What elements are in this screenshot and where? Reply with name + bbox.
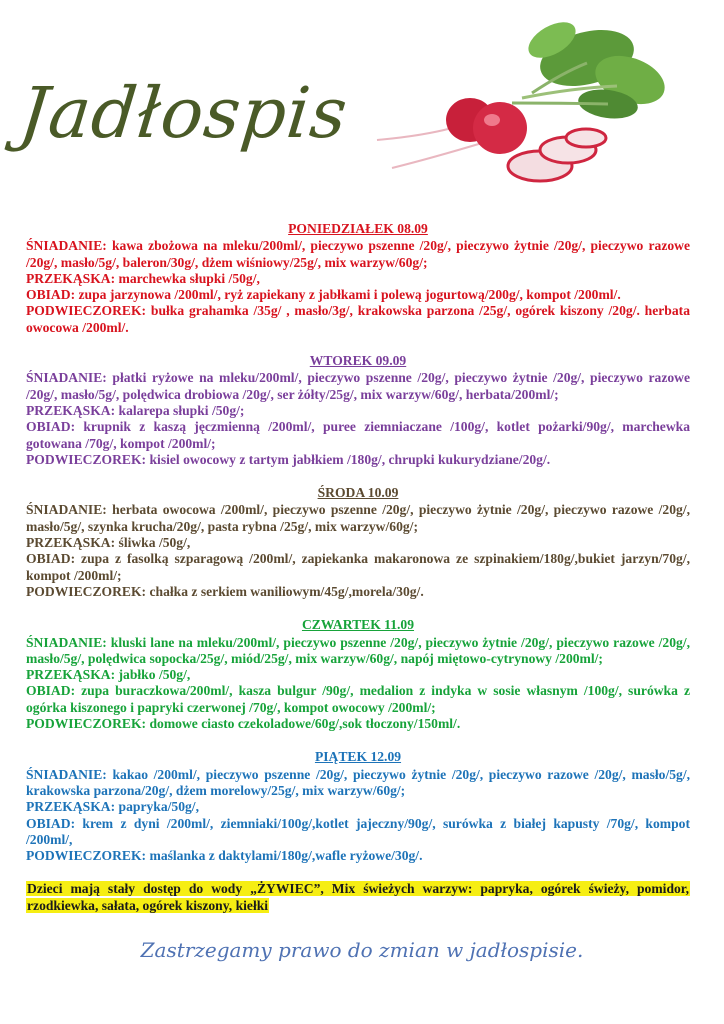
meal-snack: [26, 403, 690, 419]
meal-label: ŚNIADANIE:: [26, 502, 107, 518]
meal-text: kalarepa słupki /50g/;: [115, 402, 245, 418]
meal-breakfast: [26, 238, 690, 271]
meal-label: PRZEKĄSKA:: [26, 270, 116, 286]
water-note: Dzieci mają stały dostęp do wody „ŻYWIEC”, Mix świeżych warzyw: papryka, ogórek świeży, pomidor, rzodkiewka, sałata, ogórek kiszony, kiełki: [27, 881, 689, 913]
day-title: PONIEDZIAŁEK 08.09: [288, 221, 428, 236]
day-wednesday: [26, 485, 690, 600]
meal-afternoon: [26, 584, 690, 600]
meal-afternoon: [26, 716, 690, 732]
meal-lunch: [26, 816, 690, 849]
meal-text: domowe ciasto czekoladowe/60g/,sok tłoczony/150ml/.: [146, 716, 461, 732]
meal-label: PODWIECZOREK:: [26, 303, 147, 319]
day-title: CZWARTEK 11.09: [301, 617, 415, 633]
day-title: ŚRODA 10.09: [317, 485, 399, 501]
meal-snack: [26, 667, 690, 683]
meal-label: OBIAD:: [26, 551, 76, 567]
meal-lunch: [26, 419, 690, 452]
meal-label: ŚNIADANIE:: [26, 238, 107, 254]
meal-label: OBIAD:: [26, 287, 76, 303]
meal-text: kakao /200ml/, pieczywo pszenne /20g/, pieczywo żytnie /20g/, pieczywo razowe /20g/, masło/5g/, krakowska parzona/20g/, dżem morelowy/25g/, mix warzyw/60g/;: [26, 766, 690, 798]
meal-text: papryka/50g/,: [115, 799, 199, 815]
page-title: Jadłospis: [15, 72, 352, 154]
meal-label: PRZEKĄSKA:: [26, 667, 116, 683]
meal-label: OBIAD:: [26, 815, 76, 831]
day-monday: [26, 221, 690, 336]
meal-text: kisiel owocowy z tartym jabłkiem /180g/, chrupki kukurydziane/20g/.: [146, 451, 551, 467]
meal-lunch: [26, 551, 690, 584]
radish-image: [372, 18, 672, 188]
water-note-block: [26, 881, 690, 914]
meal-text: śliwka /50g/,: [115, 535, 191, 551]
meal-text: zupa jarzynowa /200ml/, ryż zapiekany z jabłkami i polewą jogurtową/200g/, kompot /200ml/.: [75, 287, 621, 303]
meal-label: PODWIECZOREK:: [26, 716, 147, 732]
meal-text: krem z dyni /200ml/, ziemniaki/100g/,kotlet jajeczny/90g/, surówka z białej kapusty /70g/, kompot /200ml/,: [26, 815, 690, 847]
meal-label: ŚNIADANIE:: [26, 766, 107, 782]
header: [0, 0, 724, 210]
meal-label: PODWIECZOREK:: [26, 583, 147, 599]
day-friday: [26, 749, 690, 864]
meal-snack: [26, 799, 690, 815]
meal-afternoon: [26, 848, 690, 864]
meal-label: OBIAD:: [26, 419, 76, 435]
meal-snack: [26, 535, 690, 551]
meal-label: PRZEKĄSKA:: [26, 799, 116, 815]
meal-text: płatki ryżowe na mleku/200ml/, pieczywo pszenne /20g/, pieczywo żytnie /20g/, pieczywo razowe /20g/, masło/5g/, polędwica drobiowa /20g/, ser żółty/25g/, mix warzyw/60g/, herbata/200ml/;: [26, 370, 690, 402]
meal-text: kawa zbożowa na mleku/200ml/, pieczywo pszenne /20g/, pieczywo żytnie /20g/, pieczywo razowe /20g/, masło/5g/, baleron/30g/, dżem wiśniowy/25g/, mix warzyw/60g/;: [26, 238, 690, 270]
meal-breakfast: [26, 502, 690, 535]
meal-text: krupnik z kaszą jęczmienną /200ml/, puree ziemniaczane /100g/, kotlet pożarki/90g/, marchewka gotowana /70g/, kompot /200ml/;: [26, 419, 690, 451]
meal-text: chałka z serkiem waniliowym/45g/,morela/30g/.: [146, 583, 424, 599]
meal-text: kluski lane na mleku/200ml/, pieczywo pszenne /20g/, pieczywo żytnie /20g/, pieczywo razowe /20g/, masło/5g/, polędwica sopocka/25g/, miód/25g/, mix warzyw/60g/, napój miętowo-cytrynowy /200ml/;: [26, 634, 690, 666]
meal-label: OBIAD:: [26, 683, 76, 699]
meal-label: ŚNIADANIE:: [26, 634, 107, 650]
meal-text: herbata owocowa /200ml/, pieczywo pszenne /20g/, pieczywo żytnie /20g/, pieczywo razowe /20g/, masło/5g/, szynka krucha/20g/, pasta rybna /25g/, mix warzyw/60g/;: [26, 502, 690, 534]
meal-breakfast: [26, 635, 690, 668]
day-tuesday: [26, 353, 690, 468]
meal-text: zupa z fasolką szparagową /200ml/, zapiekanka makaronowa ze szpinakiem/180g/,bukiet jarzyn/70g/, kompot /200ml/;: [26, 551, 690, 583]
meal-label: ŚNIADANIE:: [26, 370, 107, 386]
meal-label: PODWIECZOREK:: [26, 848, 147, 864]
meal-breakfast: [26, 370, 690, 403]
meal-snack: [26, 271, 690, 287]
day-title: WTOREK 09.09: [309, 353, 407, 369]
meal-breakfast: [26, 767, 690, 800]
meal-afternoon: [26, 303, 690, 336]
footer-disclaimer: Zastrzegamy prawo do zmian w jadłospisie.: [140, 938, 584, 962]
meal-label: PRZEKĄSKA:: [26, 402, 116, 418]
meal-lunch: [26, 287, 690, 303]
meal-text: maślanka z daktylami/180g/,wafle ryżowe/30g/.: [146, 848, 423, 864]
meal-lunch: [26, 683, 690, 716]
meal-text: jabłko /50g/,: [115, 667, 191, 683]
meal-text: bułka grahamka /35g/ , masło/3g/, krakowska parzona /25g/, ogórek kiszony /20g/. herbata owocowa /200ml/.: [26, 303, 690, 335]
meal-text: marchewka słupki /50g/,: [115, 270, 260, 286]
meal-label: PODWIECZOREK:: [26, 451, 147, 467]
meal-label: PRZEKĄSKA:: [26, 535, 116, 551]
menu-content: [26, 221, 690, 914]
meal-afternoon: [26, 452, 690, 468]
day-thursday: [26, 617, 690, 732]
meal-text: zupa buraczkowa/200ml/, kasza bulgur /90g/, medalion z indyka w sosie własnym /100g/, surówka z ogórka kiszonego i papryki czerwonej /70g/, kompot owocowy /200ml/;: [26, 683, 690, 715]
day-title: PIĄTEK 12.09: [314, 749, 402, 765]
